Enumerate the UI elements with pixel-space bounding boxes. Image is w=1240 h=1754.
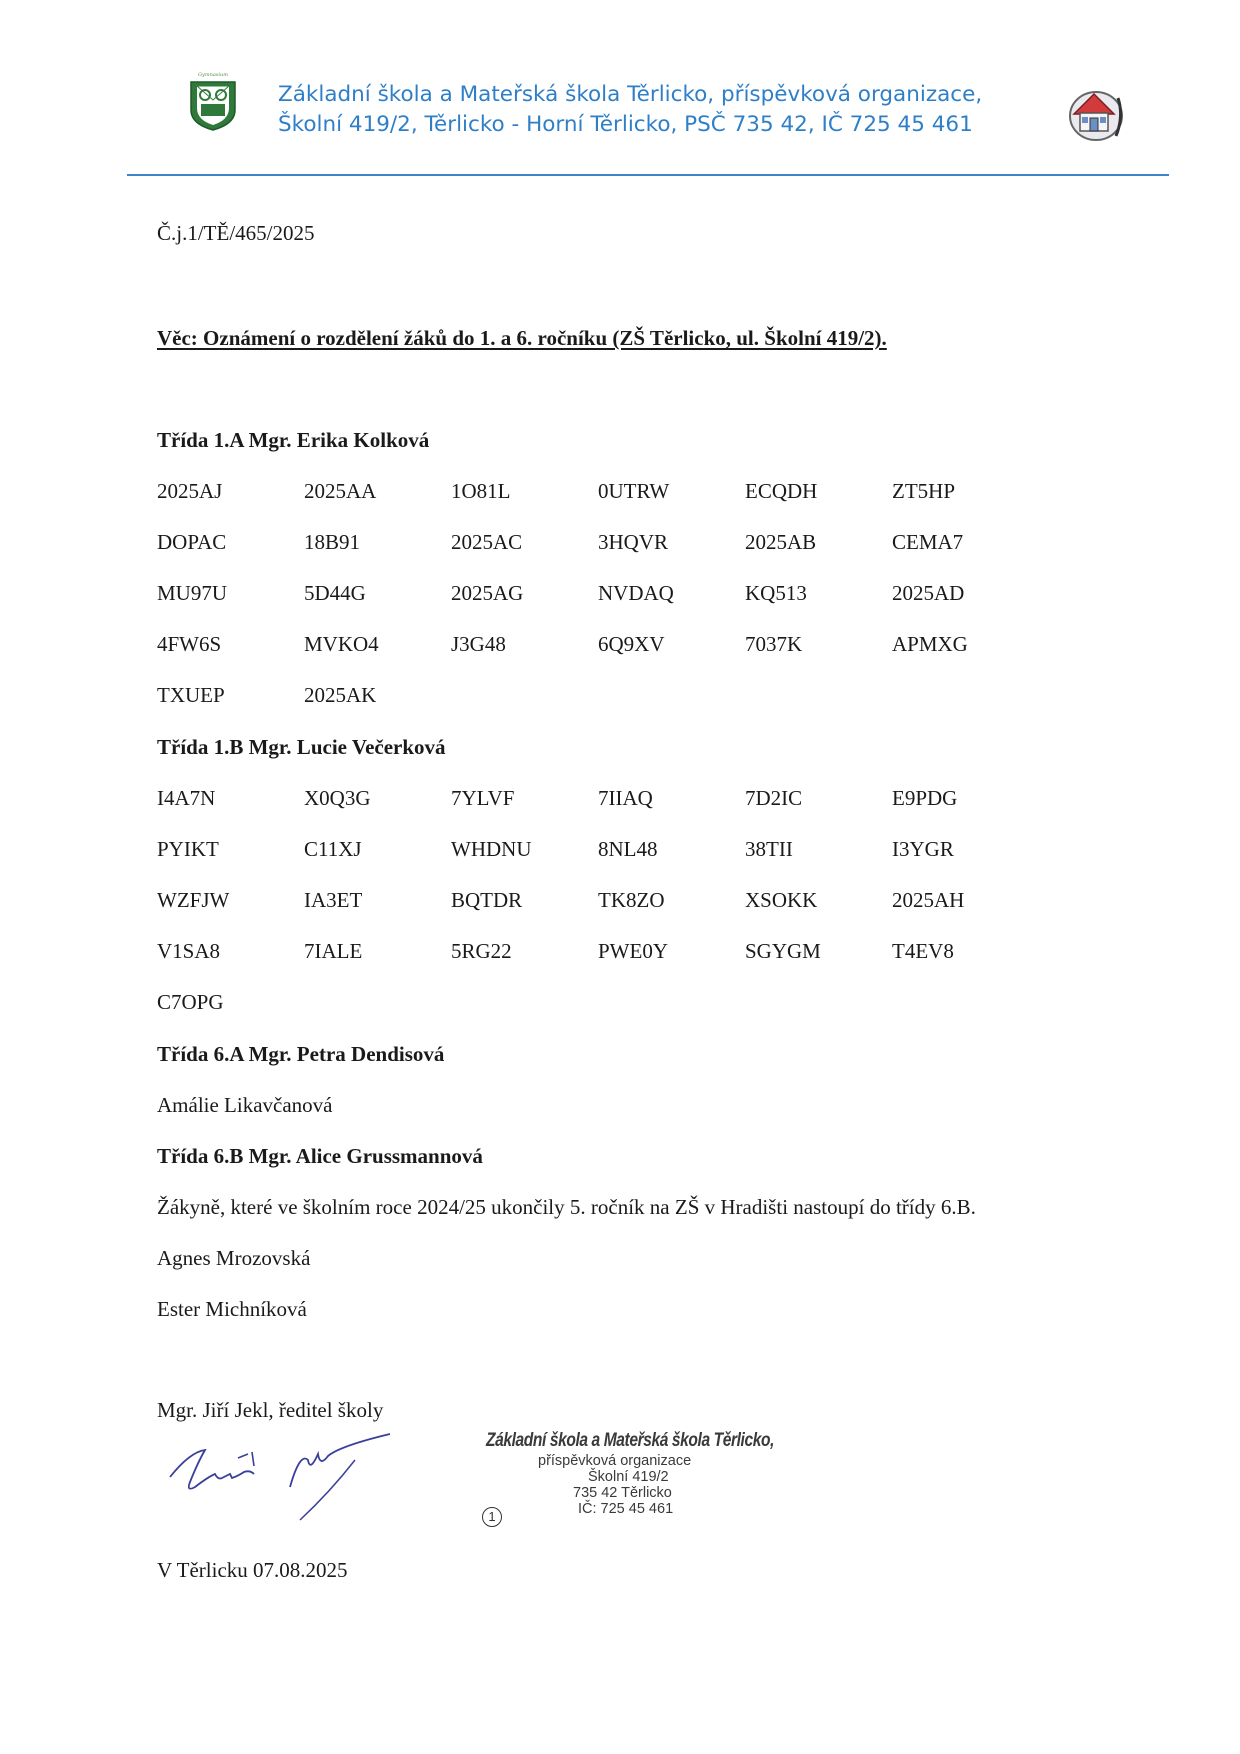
student-code: TXUEP <box>157 683 225 707</box>
school-header <box>278 80 1038 140</box>
class-heading-1a: Třída 1.A Mgr. Erika Kolková <box>157 428 430 452</box>
student-code: XSOKK <box>745 888 818 912</box>
student-code: 2025AC <box>451 530 523 554</box>
student-code: DOPAC <box>157 530 227 554</box>
class-heading-6b: Třída 6.B Mgr. Alice Grussmannová <box>157 1144 483 1168</box>
student-code: 1O81L <box>451 479 511 503</box>
student-code: C7OPG <box>157 990 224 1014</box>
student-code: 2025AD <box>892 581 965 605</box>
student-code: WHDNU <box>451 837 532 861</box>
student-code: T4EV8 <box>892 939 954 963</box>
student-code: MVKO4 <box>304 632 379 656</box>
school-crest-icon <box>183 70 243 134</box>
student-code: 3HQVR <box>598 530 669 554</box>
student-code: BQTDR <box>451 888 523 912</box>
student-code: WZFJW <box>157 888 230 912</box>
student-code: 2025AK <box>304 683 377 707</box>
student-code: TK8ZO <box>598 888 665 912</box>
student-code: 7IALE <box>304 939 363 963</box>
class-heading-1b: Třída 1.B Mgr. Lucie Večerková <box>157 735 446 759</box>
student-code: 5RG22 <box>451 939 512 963</box>
student-code: 2025AG <box>451 581 524 605</box>
student-code: 5D44G <box>304 581 366 605</box>
stamp-number-mark: 1 <box>482 1507 502 1527</box>
student-code: 7YLVF <box>451 786 515 810</box>
student-code: 7037K <box>745 632 803 656</box>
student-code: KQ513 <box>745 581 807 605</box>
student-code: 2025AJ <box>157 479 223 503</box>
student-code: ECQDH <box>745 479 818 503</box>
student-code: V1SA8 <box>157 939 221 963</box>
signatory-name: Mgr. Jiří Jekl, ředitel školy <box>157 1398 384 1422</box>
header-line-2: Školní 419/2, Těrlicko - Horní Těrlicko, PSČ 735 42, IČ 725 45 461 <box>278 112 973 137</box>
student-code: 7IIAQ <box>598 786 653 810</box>
student-code: 6Q9XV <box>598 632 665 656</box>
student-code: I3YGR <box>892 837 954 861</box>
student-code: ZT5HP <box>892 479 955 503</box>
student-code: 4FW6S <box>157 632 222 656</box>
student-code: 2025AB <box>745 530 817 554</box>
student-code: E9PDG <box>892 786 958 810</box>
student-code: SGYGM <box>745 939 821 963</box>
stamp-line-3: Školní 419/2 <box>588 1469 669 1485</box>
student-code: 8NL48 <box>598 837 658 861</box>
student-code: IA3ET <box>304 888 363 912</box>
class-6b-note: Žákyně, které ve školním roce 2024/25 ukončily 5. ročník na ZŠ v Hradišti nastoupí do třídy 6.B. <box>157 1195 976 1219</box>
student-code: PWE0Y <box>598 939 668 963</box>
student-code: 2025AH <box>892 888 965 912</box>
student-code: C11XJ <box>304 837 362 861</box>
stamp-line-4: 735 42 Těrlicko <box>573 1485 672 1501</box>
student-code: 7D2IC <box>745 786 803 810</box>
place-and-date: V Těrlicku 07.08.2025 <box>157 1558 348 1582</box>
student-code: CEMA7 <box>892 530 964 554</box>
stamp-line-5: IČ: 725 45 461 <box>578 1501 674 1517</box>
header-line-1: Základní škola a Mateřská škola Těrlicko, příspěvková organizace, <box>278 82 983 107</box>
handwritten-signature <box>160 1432 410 1522</box>
student-code: 18B91 <box>304 530 361 554</box>
stamp-line-2: příspěvková organizace <box>538 1453 692 1469</box>
student-code: MU97U <box>157 581 228 605</box>
student-name: Agnes Mrozovská <box>157 1246 311 1270</box>
svg-text:Gymnasium: Gymnasium <box>198 72 228 78</box>
stamp-line-1: Základní škola a Mateřská škola Těrlicko, <box>486 1430 775 1451</box>
student-name: Ester Michníková <box>157 1297 307 1321</box>
school-stamp <box>478 1430 775 1517</box>
student-code: I4A7N <box>157 786 216 810</box>
student-code: 0UTRW <box>598 479 670 503</box>
student-code: 2025AA <box>304 479 377 503</box>
student-code: APMXG <box>892 632 968 656</box>
subject-line: Věc: Oznámení o rozdělení žáků do 1. a 6. ročníku (ZŠ Těrlicko, ul. Školní 419/2). <box>157 326 887 350</box>
student-code: PYIKT <box>157 837 219 861</box>
student-name: Amálie Likavčanová <box>157 1093 333 1117</box>
student-code: X0Q3G <box>304 786 371 810</box>
student-code: 38TII <box>745 837 793 861</box>
student-code: J3G48 <box>451 632 506 656</box>
kindergarten-house-icon <box>1062 80 1126 144</box>
class-heading-6a: Třída 6.A Mgr. Petra Dendisová <box>157 1042 445 1066</box>
student-code: NVDAQ <box>598 581 674 605</box>
header-divider <box>127 174 1169 176</box>
reference-number: Č.j.1/TĚ/465/2025 <box>157 221 315 245</box>
